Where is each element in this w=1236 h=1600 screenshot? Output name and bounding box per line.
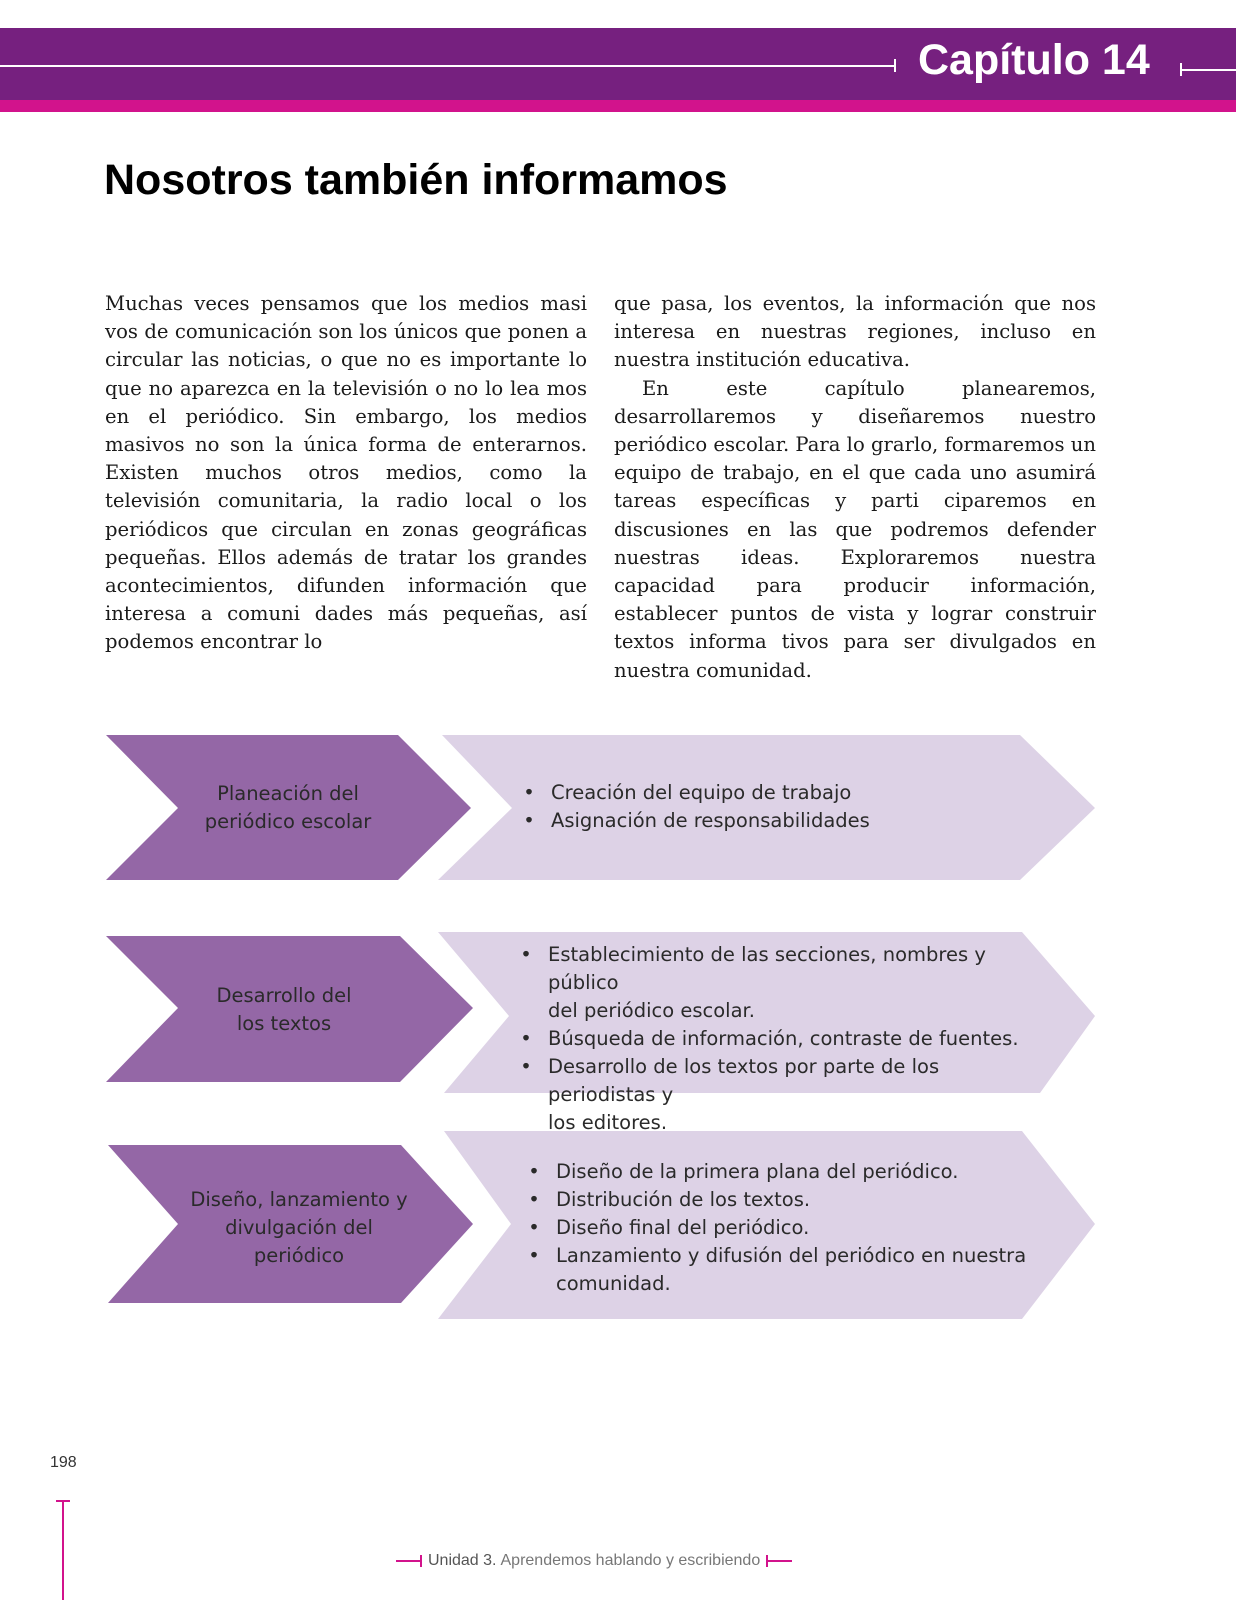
intro-line: grarlo, formaremos un equipo de trabajo, en el	[614, 433, 1096, 485]
intro-line: difunden información que interesa a comuni	[105, 574, 587, 626]
detail-item-line: Desarrollo de los textos por parte de los periodistas y	[548, 1055, 940, 1106]
intro-line: dades más pequeñas, así podemos encontrar lo	[105, 602, 587, 654]
detail-list-1	[521, 779, 1041, 835]
detail-item	[518, 1053, 1048, 1137]
intro-line: vos de comunicación son los únicos que ponen	[105, 320, 576, 344]
intro-line: que pasa, los eventos, la información que nos	[614, 292, 1096, 315]
bullet-icon: •	[528, 1188, 540, 1211]
detail-item	[518, 1025, 1048, 1053]
stage-label-line: Desarrollo del	[216, 984, 352, 1007]
bullet-icon: •	[520, 943, 532, 966]
detail-item-text: Creación del equipo de trabajo	[551, 781, 852, 804]
stage-label-line: Planeación del	[217, 782, 359, 805]
footer-unit-name: Aprendemos hablando y escribiendo	[500, 1552, 761, 1569]
stage-label-line: periódico	[253, 1244, 345, 1267]
intro-line: que cada uno asumirá tareas específicas y parti	[614, 461, 1096, 513]
stage-label-1	[188, 780, 388, 836]
stage-label-line: los textos	[236, 1012, 332, 1035]
detail-item-line: Diseño de la primera plana del periódico.	[556, 1160, 959, 1183]
detail-item-line: del periódico escolar.	[548, 999, 755, 1022]
bullet-icon: •	[523, 809, 535, 832]
intro-line: Existen muchos otros medios, como la televisión	[105, 461, 587, 513]
detail-item-line: los editores.	[548, 1111, 668, 1134]
margin-rule	[62, 1500, 64, 1600]
intro-line: puntos de vista y lograr construir textos informa	[614, 602, 1096, 654]
bullet-icon: •	[528, 1160, 540, 1183]
intro-line: masivos no son la única forma de enterarnos.	[105, 433, 587, 457]
intro-line: tivos para ser divulgados en nuestra comunidad.	[614, 630, 1096, 682]
detail-list-2	[518, 941, 1048, 1137]
intro-line: mos en el periódico. Sin embargo, los medios	[105, 376, 587, 428]
intro-line: capacidad para producir información, establecer	[614, 574, 1096, 626]
detail-item	[526, 1186, 1036, 1214]
bullet-icon: •	[520, 1055, 532, 1078]
detail-item-line: Diseño final del periódico.	[556, 1216, 810, 1239]
detail-item-line: Lanzamiento y difusión del periódico en nuestra	[556, 1244, 1027, 1267]
detail-item	[526, 1214, 1036, 1242]
page-number: 198	[50, 1454, 77, 1471]
detail-item-line: Distribución de los textos.	[556, 1188, 811, 1211]
intro-line: a circular las noticias, o que no es importante	[105, 320, 587, 372]
stage-label-line: Diseño, lanzamiento y	[190, 1188, 408, 1211]
intro-line: y diseñaremos nuestro periódico escolar. Para lo	[614, 404, 1096, 457]
intro-line: institución educativa.	[696, 348, 911, 372]
stage-label-2	[184, 982, 384, 1038]
intro-line: defender nuestras ideas. Exploraremos nuestra	[614, 517, 1096, 569]
bullet-icon: •	[528, 1244, 540, 1267]
intro-line: Muchas veces pensamos que los medios masi	[105, 292, 587, 315]
intro-line: lo que no aparezca en la televisión o no lo lea	[105, 348, 587, 400]
bullet-icon: •	[520, 1027, 532, 1050]
bullet-icon: •	[523, 781, 535, 804]
intro-line: ciparemos en discusiones en las que podremos	[614, 489, 1096, 541]
detail-item	[518, 941, 1048, 1025]
chapter-title: Capítulo 14	[918, 36, 1150, 84]
intro-line: En este capítulo planearemos, desarrollaremos	[614, 376, 1096, 428]
detail-list-3	[526, 1158, 1036, 1298]
footer-rule-right	[766, 1560, 792, 1562]
detail-item-line: Establecimiento de las secciones, nombres y público	[548, 943, 986, 994]
page-title: Nosotros también informamos	[104, 156, 728, 204]
intro-line: comunitaria, la radio local o los periódicos que	[105, 489, 587, 541]
stage-label-line: divulgación del	[225, 1216, 373, 1239]
intro-line: además de tratar los grandes acontecimientos,	[105, 545, 588, 598]
bullet-icon: •	[528, 1216, 540, 1239]
detail-item-text: Asignación de responsabilidades	[551, 809, 870, 832]
footer-unit-label: Unidad 3.	[428, 1552, 497, 1569]
intro-line: interesa en nuestras regiones, incluso en nuestra	[614, 320, 1096, 372]
detail-item-line: Búsqueda de información, contraste de fuentes.	[548, 1027, 1019, 1050]
stage-label-3	[184, 1186, 414, 1270]
detail-item	[521, 779, 1041, 807]
intro-line: circulan en zonas geográficas pequeñas. Ellos	[105, 517, 587, 569]
stage-label-line: periódico escolar	[204, 810, 372, 833]
detail-item	[521, 807, 1041, 835]
detail-item	[526, 1242, 1036, 1298]
detail-item-line: comunidad.	[556, 1272, 671, 1295]
detail-item	[526, 1158, 1036, 1186]
running-footer	[396, 1549, 792, 1573]
margin-rule-tick	[56, 1500, 70, 1502]
footer-rule-left	[396, 1560, 422, 1562]
